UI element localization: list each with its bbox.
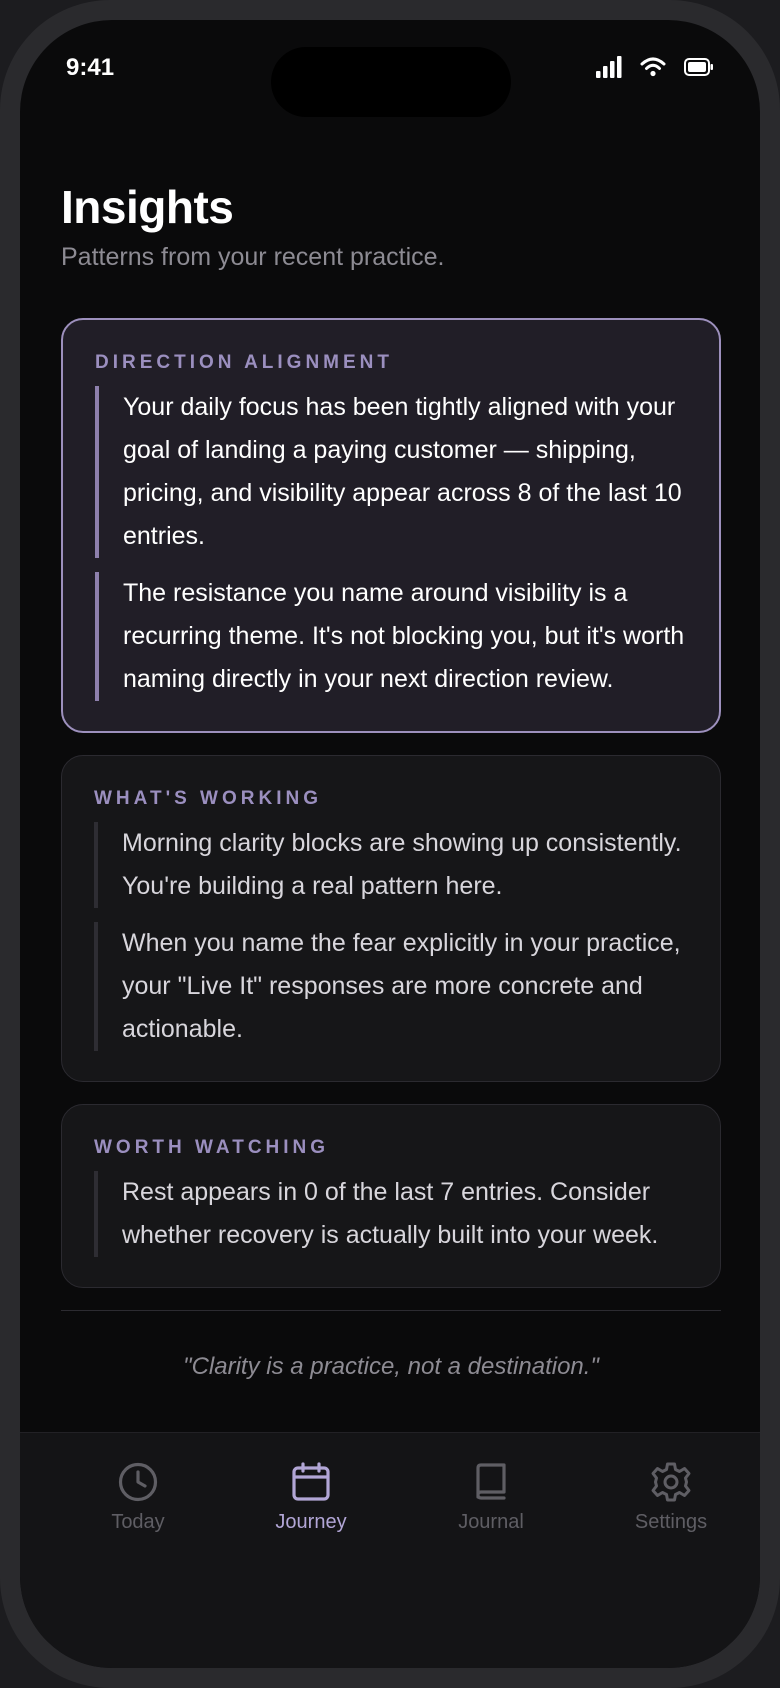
tab-label: Journey xyxy=(275,1511,347,1533)
insight-item: Morning clarity blocks are showing up consistently. You're building a real pattern here. xyxy=(94,822,688,908)
dynamic-island xyxy=(271,47,511,117)
tab-journey[interactable] xyxy=(241,1461,381,1534)
page-subtitle: Patterns from your recent practice. xyxy=(61,243,445,272)
worth-watching-card xyxy=(61,1104,721,1288)
cellular-signal-icon xyxy=(596,56,622,78)
insight-item: When you name the fear explicitly in your practice, your "Live It" responses are more concrete and actionable. xyxy=(94,922,688,1051)
card-label: DIRECTION ALIGNMENT xyxy=(95,352,394,374)
closing-quote: "Clarity is a practice, not a destination." xyxy=(183,1353,599,1381)
tab-label: Today xyxy=(111,1511,165,1533)
book-icon xyxy=(470,1461,512,1503)
status-icons xyxy=(596,56,714,78)
insights-content xyxy=(61,180,721,1381)
calendar-icon xyxy=(290,1461,332,1503)
divider xyxy=(61,1310,721,1311)
screen xyxy=(20,20,760,1668)
tab-settings[interactable] xyxy=(601,1461,741,1534)
battery-icon xyxy=(684,58,714,76)
insight-item: Your daily focus has been tightly aligned with your goal of landing a paying customer — shipping, pricing, and visibility appear across 8 of the last 10 entries. xyxy=(95,386,687,558)
clock-icon xyxy=(117,1461,159,1503)
card-label: WORTH WATCHING xyxy=(94,1137,330,1159)
direction-alignment-card xyxy=(61,318,721,733)
tab-journal[interactable] xyxy=(421,1461,561,1534)
insight-item: Rest appears in 0 of the last 7 entries. Consider whether recovery is actually built into your week. xyxy=(94,1171,688,1257)
page-title: Insights xyxy=(61,181,234,233)
card-label: WHAT'S WORKING xyxy=(94,788,322,810)
tab-bar xyxy=(20,1432,760,1668)
status-time: 9:41 xyxy=(66,54,115,81)
wifi-icon xyxy=(640,57,666,77)
insight-item: The resistance you name around visibility is a recurring theme. It's not blocking you, but it's worth naming directly in your next direction review. xyxy=(95,572,687,701)
tab-label: Settings xyxy=(634,1511,708,1533)
status-bar xyxy=(20,20,760,140)
tab-label: Journal xyxy=(458,1511,524,1533)
tab-today[interactable] xyxy=(68,1461,208,1534)
gear-icon xyxy=(650,1461,692,1503)
whats-working-card xyxy=(61,755,721,1082)
